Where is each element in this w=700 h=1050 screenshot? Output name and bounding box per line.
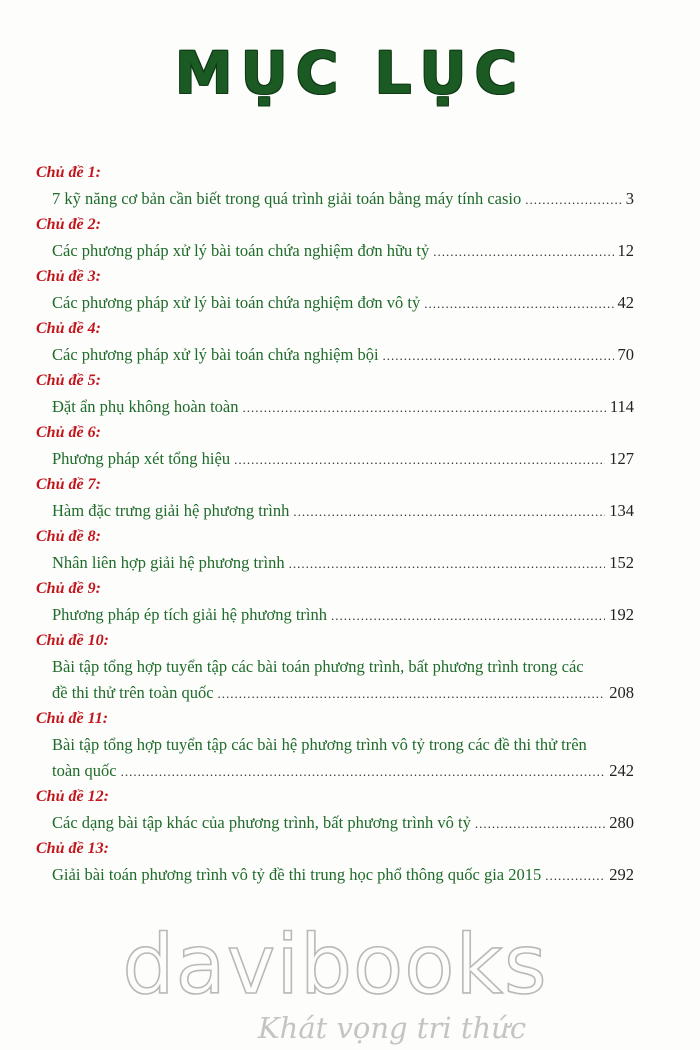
toc-entry-line [52,290,634,316]
toc-entry [0,706,700,784]
toc-entry-heading: Chủ đề 11: [36,710,109,727]
toc-entry-page-number: 208 [609,683,634,702]
toc-entry-page-number: 42 [617,293,634,312]
toc-entry-title: toàn quốc [52,761,117,780]
toc-entry-line [52,680,634,706]
toc-entry-page-number: 70 [617,345,634,364]
toc-entry-page-number: 292 [609,865,634,884]
dot-leader [383,343,614,369]
toc-entry-title: Bài tập tổng hợp tuyển tập các bài hệ phương trình vô tỷ trong các đề thi thử trên [52,735,587,754]
toc-entry-line [52,732,634,758]
toc-entry-line [52,550,634,576]
toc-entry-heading: Chủ đề 1: [36,164,101,181]
toc-entry-heading: Chủ đề 3: [36,268,101,285]
toc-entry-page-number: 242 [609,761,634,780]
toc-entry-line [52,810,634,836]
dot-leader [424,291,613,317]
toc-entry-title: Các phương pháp xử lý bài toán chứa nghiệm đơn vô tỷ [52,293,421,312]
toc-entry-line [52,446,634,472]
toc-entry-page-number: 192 [609,605,634,624]
dot-leader [121,759,606,785]
dot-leader [243,395,606,421]
watermark-logo: davibooks [122,918,548,1013]
page-title: MỤC LỤC [174,39,526,107]
toc-entry-heading: Chủ đề 12: [36,788,109,805]
toc-entry-heading: Chủ đề 7: [36,476,101,493]
toc-entry-title: Nhân liên hợp giải hệ phương trình [52,553,285,572]
toc-entry [0,212,700,264]
toc-entry-title: Phương pháp ép tích giải hệ phương trình [52,605,328,624]
toc-entry [0,420,700,472]
toc-entry-heading: Chủ đề 2: [36,216,101,233]
toc-entry-line [52,394,634,420]
toc-entry [0,472,700,524]
toc-entry-heading: Chủ đề 8: [36,528,101,545]
toc-entry-line [52,602,634,628]
dot-leader [545,863,605,889]
toc-entry-heading: Chủ đề 9: [36,580,101,597]
toc-entry-heading: Chủ đề 5: [36,372,101,389]
dot-leader [525,187,622,213]
toc-entry-title: Giải bài toán phương trình vô tỷ đề thi trung học phổ thông quốc gia 2015 [52,865,542,884]
toc-entry [0,160,700,212]
toc-entry-line [52,862,634,888]
toc-entry-title: Đặt ẩn phụ không hoàn toàn [52,397,239,416]
toc-entry-line [52,498,634,524]
table-of-contents [0,160,700,888]
toc-entry-heading: Chủ đề 10: [36,632,109,649]
toc-entry-title: Bài tập tổng hợp tuyển tập các bài toán phương trình, bất phương trình trong các [52,657,584,676]
dot-leader [234,447,605,473]
toc-entry-page-number: 280 [609,813,634,832]
toc-entry-heading: Chủ đề 4: [36,320,101,337]
toc-entry [0,524,700,576]
watermark-slogan: Khát vọng tri thức [258,1011,527,1045]
toc-entry [0,784,700,836]
toc-entry-title: Hàm đặc trưng giải hệ phương trình [52,501,290,520]
toc-entry-title: Các phương pháp xử lý bài toán chứa nghiệm đơn hữu tỷ [52,241,430,260]
dot-leader [218,681,606,707]
toc-entry-page-number: 134 [609,501,634,520]
dot-leader [289,551,606,577]
dot-leader [475,811,605,837]
toc-entry-line [52,342,634,368]
toc-entry-title: Các phương pháp xử lý bài toán chứa nghiệm bội [52,345,379,364]
toc-entry [0,628,700,706]
toc-entry-page-number: 3 [625,189,634,208]
watermark [0,918,700,1045]
toc-entry-page-number: 12 [617,241,634,260]
toc-entry [0,264,700,316]
toc-entry [0,368,700,420]
toc-entry-line [52,758,634,784]
toc-entry-title: đề thi thử trên toàn quốc [52,683,214,702]
toc-entry-title: Các dạng bài tập khác của phương trình, bất phương trình vô tỷ [52,813,471,832]
toc-entry-line [52,654,634,680]
toc-entry-page-number: 127 [609,449,634,468]
toc-entry-page-number: 114 [609,397,634,416]
toc-entry-line [52,186,634,212]
dot-leader [433,239,613,265]
toc-entry-heading: Chủ đề 13: [36,840,109,857]
toc-entry-heading: Chủ đề 6: [36,424,101,441]
toc-entry-title: Phương pháp xét tổng hiệu [52,449,231,468]
dot-leader [331,603,605,629]
toc-entry [0,316,700,368]
toc-entry-title: 7 kỹ năng cơ bản cần biết trong quá trình giải toán bằng máy tính casio [52,189,522,208]
toc-entry [0,836,700,888]
dot-leader [293,499,605,525]
toc-entry-page-number: 152 [609,553,634,572]
toc-entry-line [52,238,634,264]
toc-entry [0,576,700,628]
